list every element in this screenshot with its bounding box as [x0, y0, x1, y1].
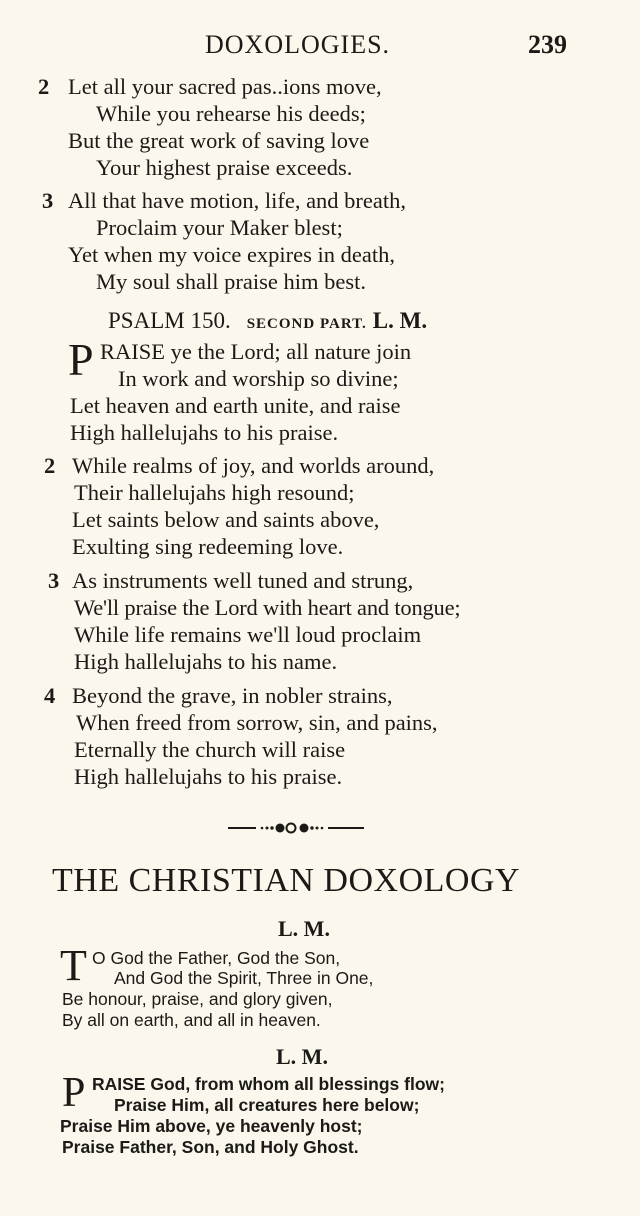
verse-line: When freed from sorrow, sin, and pains,	[76, 710, 438, 735]
verse-line: Let saints below and saints above,	[72, 507, 380, 532]
verse-line: Yet when my voice expires in death,	[68, 242, 396, 267]
verse-line: Praise Father, Son, and Holy Ghost.	[62, 1137, 359, 1157]
psalm-heading	[108, 308, 427, 334]
verse-line: Praise Him above, ye heavenly host;	[60, 1116, 363, 1136]
meter-heading: L. M.	[276, 1044, 328, 1069]
verse-line: And God the Spirit, Three in One,	[114, 968, 374, 988]
verse-line: While life remains we'll loud proclaim	[74, 622, 422, 647]
page-number: 239	[528, 30, 567, 59]
verse-line: My soul shall praise him best.	[96, 269, 366, 294]
psalm-part: SECOND PART.	[246, 316, 367, 332]
drop-cap: P	[62, 1070, 86, 1116]
verse-line: Eternally the church will raise	[74, 737, 346, 762]
verse-line: Be honour, praise, and glory given,	[62, 989, 333, 1009]
verse-line: But the great work of saving love	[68, 128, 370, 153]
stanza-number: 3	[48, 568, 60, 593]
verse-line: Your highest praise exceeds.	[96, 155, 353, 180]
verse-line: Exulting sing redeeming love.	[72, 534, 344, 559]
stanza-number: 2	[38, 74, 50, 99]
verse-line: Praise Him, all creatures here below;	[114, 1095, 420, 1115]
verse-line: O God the Father, God the Son,	[92, 948, 341, 968]
ornament-divider	[228, 818, 364, 838]
doxology-title: THE CHRISTIAN DOXOLOGY	[52, 862, 521, 899]
psalm-meter: L. M.	[372, 308, 428, 333]
psalm-title: PSALM 150.	[108, 308, 231, 333]
verse-line: Proclaim your Maker blest;	[96, 215, 343, 240]
verse-line: RAISE ye the Lord; all nature join	[100, 339, 412, 364]
stanza-number: 3	[42, 188, 54, 213]
verse-line: Let heaven and earth unite, and raise	[70, 393, 401, 418]
verse-line: We'll praise the Lord with heart and tongue;	[74, 595, 461, 620]
verse-line: RAISE God, from whom all blessings flow;	[92, 1074, 445, 1094]
verse-line: While you rehearse his deeds;	[96, 101, 366, 126]
verse-line: By all on earth, and all in heaven.	[62, 1010, 321, 1030]
verse-line: High hallelujahs to his praise.	[74, 764, 343, 789]
running-header	[0, 30, 640, 62]
verse-line: High hallelujahs to his praise.	[70, 420, 339, 445]
verse-line: Let all your sacred pas..ions move,	[68, 74, 382, 99]
drop-cap: P	[68, 334, 94, 385]
stanza-number: 2	[44, 453, 56, 478]
verse-line: Their hallelujahs high resound;	[74, 480, 355, 505]
drop-cap: T	[60, 941, 87, 990]
verse-line: As instruments well tuned and strung,	[72, 568, 414, 593]
verse-line: While realms of joy, and worlds around,	[72, 453, 435, 478]
verse-line: All that have motion, life, and breath,	[68, 188, 407, 213]
running-title: DOXOLOGIES.	[205, 30, 391, 59]
stanza-number: 4	[44, 683, 56, 708]
meter-heading: L. M.	[278, 916, 330, 941]
verse-line: In work and worship so divine;	[118, 366, 399, 391]
verse-line: Beyond the grave, in nobler strains,	[72, 683, 393, 708]
verse-line: High hallelujahs to his name.	[74, 649, 338, 674]
